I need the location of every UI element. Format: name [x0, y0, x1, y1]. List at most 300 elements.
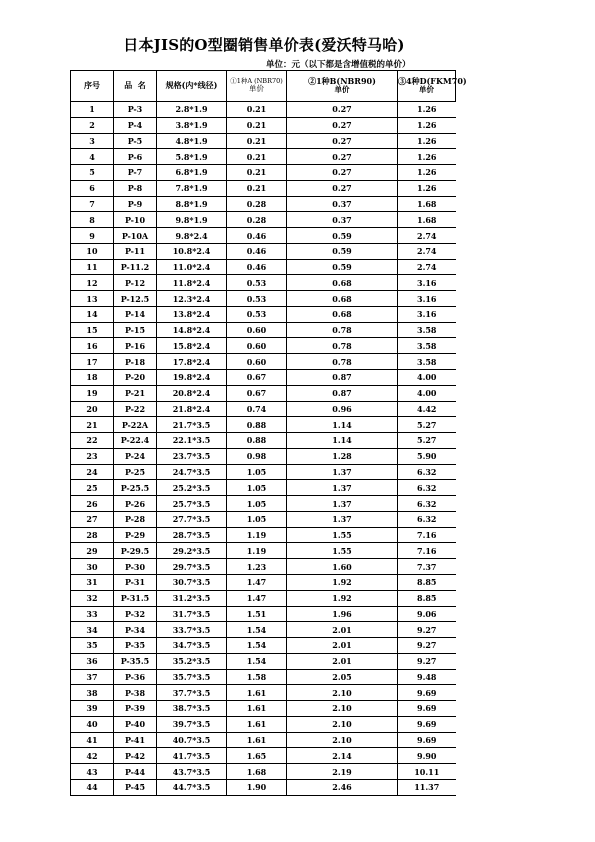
price-d: 7.37	[398, 559, 456, 575]
price-b: 0.78	[287, 338, 398, 354]
price-a: 1.23	[227, 559, 287, 575]
table-row	[71, 385, 456, 401]
price-d: 6.32	[398, 480, 456, 496]
table-row	[71, 401, 456, 417]
price-a: 1.19	[227, 543, 287, 559]
product-name: P-14	[114, 306, 157, 322]
price-a: 1.51	[227, 606, 287, 622]
price-d: 5.90	[398, 448, 456, 464]
table-row	[71, 606, 456, 622]
table-row	[71, 511, 456, 527]
row-index: 11	[71, 259, 114, 275]
price-d: 7.16	[398, 543, 456, 559]
product-size: 6.8*1.9	[157, 165, 227, 181]
price-a: 0.88	[227, 417, 287, 433]
document-title: 日本JIS的O型圈销售单价表(爱沃特马哈)	[123, 36, 405, 54]
price-a: 1.19	[227, 527, 287, 543]
table-row	[71, 196, 456, 212]
price-b: 1.14	[287, 433, 398, 449]
price-b: 1.92	[287, 574, 398, 590]
price-b: 0.59	[287, 243, 398, 259]
price-b: 2.46	[287, 779, 398, 795]
header-size: 规格(内*线径)	[157, 71, 227, 102]
price-b: 1.37	[287, 480, 398, 496]
table-row	[71, 638, 456, 654]
table-row	[71, 212, 456, 228]
product-size: 8.8*1.9	[157, 196, 227, 212]
table-row	[71, 275, 456, 291]
row-index: 41	[71, 732, 114, 748]
table-row	[71, 464, 456, 480]
price-a: 1.65	[227, 748, 287, 764]
price-b: 1.96	[287, 606, 398, 622]
product-size: 24.7*3.5	[157, 464, 227, 480]
table-body	[71, 102, 456, 796]
product-name: P-36	[114, 669, 157, 685]
table-row	[71, 779, 456, 795]
product-size: 17.8*2.4	[157, 354, 227, 370]
price-b: 0.59	[287, 228, 398, 244]
product-size: 41.7*3.5	[157, 748, 227, 764]
header-price-d-material: ③4种D(FKM70)	[398, 76, 467, 87]
price-d: 3.58	[398, 354, 456, 370]
table-row	[71, 701, 456, 717]
product-name: P-31.5	[114, 590, 157, 606]
product-name: P-16	[114, 338, 157, 354]
product-size: 40.7*3.5	[157, 732, 227, 748]
product-name: P-26	[114, 496, 157, 512]
price-b: 1.14	[287, 417, 398, 433]
product-size: 30.7*3.5	[157, 574, 227, 590]
price-a: 0.98	[227, 448, 287, 464]
header-price-a	[227, 71, 287, 102]
row-index: 9	[71, 228, 114, 244]
product-size: 5.8*1.9	[157, 149, 227, 165]
price-b: 2.19	[287, 764, 398, 780]
price-b: 0.27	[287, 149, 398, 165]
product-size: 25.7*3.5	[157, 496, 227, 512]
product-name: P-12	[114, 275, 157, 291]
price-d: 1.26	[398, 165, 456, 181]
product-name: P-22.4	[114, 433, 157, 449]
product-name: P-9	[114, 196, 157, 212]
product-size: 34.7*3.5	[157, 638, 227, 654]
price-d: 3.16	[398, 275, 456, 291]
price-b: 0.59	[287, 259, 398, 275]
row-index: 24	[71, 464, 114, 480]
product-name: P-34	[114, 622, 157, 638]
price-a: 0.60	[227, 354, 287, 370]
row-index: 25	[71, 480, 114, 496]
product-name: P-35.5	[114, 653, 157, 669]
price-a: 0.60	[227, 338, 287, 354]
price-a: 0.46	[227, 243, 287, 259]
table-row	[71, 338, 456, 354]
price-b: 0.78	[287, 354, 398, 370]
product-size: 11.8*2.4	[157, 275, 227, 291]
product-size: 11.0*2.4	[157, 259, 227, 275]
price-d: 9.69	[398, 701, 456, 717]
product-size: 2.8*1.9	[157, 102, 227, 118]
table-row	[71, 748, 456, 764]
price-a: 0.28	[227, 212, 287, 228]
table-row	[71, 228, 456, 244]
price-b: 0.27	[287, 102, 398, 118]
product-size: 9.8*1.9	[157, 212, 227, 228]
product-name: P-25	[114, 464, 157, 480]
row-index: 8	[71, 212, 114, 228]
price-b: 1.37	[287, 496, 398, 512]
price-b: 0.96	[287, 401, 398, 417]
row-index: 20	[71, 401, 114, 417]
price-d: 3.58	[398, 338, 456, 354]
price-b: 1.37	[287, 511, 398, 527]
price-a: 0.60	[227, 322, 287, 338]
product-name: P-31	[114, 574, 157, 590]
price-b: 0.68	[287, 291, 398, 307]
price-d: 9.69	[398, 716, 456, 732]
price-a: 0.53	[227, 306, 287, 322]
table-row	[71, 716, 456, 732]
price-d: 9.69	[398, 732, 456, 748]
price-d: 10.11	[398, 764, 456, 780]
price-b: 0.27	[287, 165, 398, 181]
row-index: 12	[71, 275, 114, 291]
row-index: 23	[71, 448, 114, 464]
product-size: 35.2*3.5	[157, 653, 227, 669]
price-d: 3.16	[398, 291, 456, 307]
table-row	[71, 480, 456, 496]
product-name: P-7	[114, 165, 157, 181]
product-size: 38.7*3.5	[157, 701, 227, 717]
product-name: P-11	[114, 243, 157, 259]
price-a: 1.68	[227, 764, 287, 780]
product-name: P-25.5	[114, 480, 157, 496]
product-name: P-29	[114, 527, 157, 543]
price-a: 1.05	[227, 464, 287, 480]
row-index: 19	[71, 385, 114, 401]
product-name: P-3	[114, 102, 157, 118]
product-size: 21.8*2.4	[157, 401, 227, 417]
product-name: P-10	[114, 212, 157, 228]
product-size: 43.7*3.5	[157, 764, 227, 780]
product-size: 27.7*3.5	[157, 511, 227, 527]
row-index: 10	[71, 243, 114, 259]
price-d: 8.85	[398, 574, 456, 590]
product-name: P-12.5	[114, 291, 157, 307]
product-name: P-28	[114, 511, 157, 527]
price-d: 4.00	[398, 385, 456, 401]
table-row	[71, 180, 456, 196]
product-name: P-22A	[114, 417, 157, 433]
product-name: P-10A	[114, 228, 157, 244]
header-price-b	[287, 71, 398, 102]
table-header-row	[71, 71, 456, 102]
price-d: 9.48	[398, 669, 456, 685]
table-row	[71, 370, 456, 386]
product-size: 21.7*3.5	[157, 417, 227, 433]
header-price-d-unit: 单价	[419, 85, 434, 95]
price-d: 9.69	[398, 685, 456, 701]
price-a: 0.74	[227, 401, 287, 417]
product-name: P-32	[114, 606, 157, 622]
table-row	[71, 354, 456, 370]
price-d: 9.27	[398, 653, 456, 669]
price-a: 1.61	[227, 701, 287, 717]
price-b: 2.01	[287, 638, 398, 654]
price-d: 2.74	[398, 228, 456, 244]
price-a: 1.05	[227, 480, 287, 496]
row-index: 5	[71, 165, 114, 181]
row-index: 34	[71, 622, 114, 638]
row-index: 4	[71, 149, 114, 165]
row-index: 37	[71, 669, 114, 685]
price-a: 0.21	[227, 149, 287, 165]
row-index: 32	[71, 590, 114, 606]
product-size: 37.7*3.5	[157, 685, 227, 701]
row-index: 44	[71, 779, 114, 795]
price-b: 1.55	[287, 543, 398, 559]
row-index: 22	[71, 433, 114, 449]
price-b: 0.87	[287, 370, 398, 386]
price-d: 3.58	[398, 322, 456, 338]
table-row	[71, 291, 456, 307]
price-d: 4.00	[398, 370, 456, 386]
price-b: 1.92	[287, 590, 398, 606]
price-d: 9.90	[398, 748, 456, 764]
price-b: 1.37	[287, 464, 398, 480]
product-size: 3.8*1.9	[157, 117, 227, 133]
price-a: 1.54	[227, 622, 287, 638]
price-d: 5.27	[398, 417, 456, 433]
row-index: 7	[71, 196, 114, 212]
product-name: P-44	[114, 764, 157, 780]
row-index: 40	[71, 716, 114, 732]
row-index: 26	[71, 496, 114, 512]
price-a: 1.05	[227, 496, 287, 512]
price-a: 0.53	[227, 275, 287, 291]
price-d: 6.32	[398, 496, 456, 512]
product-size: 35.7*3.5	[157, 669, 227, 685]
product-name: P-45	[114, 779, 157, 795]
price-a: 0.46	[227, 259, 287, 275]
row-index: 29	[71, 543, 114, 559]
product-size: 9.8*2.4	[157, 228, 227, 244]
unit-note: 单位：元（以下都是含增值税的单价）	[266, 60, 411, 70]
price-a: 1.61	[227, 732, 287, 748]
price-b: 1.28	[287, 448, 398, 464]
table-row	[71, 433, 456, 449]
product-size: 23.7*3.5	[157, 448, 227, 464]
price-d: 11.37	[398, 779, 456, 795]
price-b: 2.05	[287, 669, 398, 685]
product-size: 14.8*2.4	[157, 322, 227, 338]
product-size: 31.7*3.5	[157, 606, 227, 622]
price-d: 1.26	[398, 117, 456, 133]
table-row	[71, 653, 456, 669]
table-row	[71, 543, 456, 559]
product-name: P-8	[114, 180, 157, 196]
row-index: 16	[71, 338, 114, 354]
price-d: 7.16	[398, 527, 456, 543]
price-a: 0.46	[227, 228, 287, 244]
price-b: 2.10	[287, 732, 398, 748]
table-row	[71, 117, 456, 133]
row-index: 14	[71, 306, 114, 322]
row-index: 33	[71, 606, 114, 622]
row-index: 6	[71, 180, 114, 196]
product-name: P-18	[114, 354, 157, 370]
header-price-a-unit: 单价	[249, 84, 264, 94]
price-a: 1.61	[227, 685, 287, 701]
price-d: 9.06	[398, 606, 456, 622]
row-index: 3	[71, 133, 114, 149]
row-index: 36	[71, 653, 114, 669]
price-d: 5.27	[398, 433, 456, 449]
price-b: 0.27	[287, 180, 398, 196]
table-row	[71, 732, 456, 748]
table-row	[71, 527, 456, 543]
product-name: P-40	[114, 716, 157, 732]
header-price-b-unit: 单价	[334, 85, 350, 95]
row-index: 35	[71, 638, 114, 654]
price-d: 9.27	[398, 622, 456, 638]
product-name: P-21	[114, 385, 157, 401]
header-price-b-material: ②1种B(NBR90)	[308, 76, 376, 87]
price-d: 2.74	[398, 243, 456, 259]
table-row	[71, 133, 456, 149]
price-d: 1.26	[398, 180, 456, 196]
price-a: 0.21	[227, 133, 287, 149]
price-d: 9.27	[398, 638, 456, 654]
price-b: 2.10	[287, 716, 398, 732]
table-row	[71, 685, 456, 701]
row-index: 30	[71, 559, 114, 575]
price-d: 6.32	[398, 511, 456, 527]
price-b: 2.01	[287, 653, 398, 669]
price-d: 3.16	[398, 306, 456, 322]
price-b: 1.55	[287, 527, 398, 543]
product-size: 12.3*2.4	[157, 291, 227, 307]
price-b: 0.68	[287, 306, 398, 322]
header-name: 品 名	[114, 71, 157, 102]
price-a: 1.05	[227, 511, 287, 527]
product-size: 31.2*3.5	[157, 590, 227, 606]
price-d: 6.32	[398, 464, 456, 480]
header-price-d	[398, 71, 467, 102]
table-row	[71, 574, 456, 590]
price-b: 0.87	[287, 385, 398, 401]
price-a: 1.61	[227, 716, 287, 732]
row-index: 31	[71, 574, 114, 590]
price-a: 1.90	[227, 779, 287, 795]
product-size: 20.8*2.4	[157, 385, 227, 401]
table-row	[71, 764, 456, 780]
price-table	[70, 70, 467, 796]
product-name: P-30	[114, 559, 157, 575]
price-d: 1.68	[398, 212, 456, 228]
price-a: 0.53	[227, 291, 287, 307]
product-name: P-6	[114, 149, 157, 165]
table-row	[71, 306, 456, 322]
product-size: 10.8*2.4	[157, 243, 227, 259]
row-index: 1	[71, 102, 114, 118]
row-index: 17	[71, 354, 114, 370]
row-index: 2	[71, 117, 114, 133]
header-price-a-material: ①1种A (NBR70)	[230, 76, 283, 85]
table-row	[71, 243, 456, 259]
price-d: 2.74	[398, 259, 456, 275]
product-name: P-11.2	[114, 259, 157, 275]
product-name: P-35	[114, 638, 157, 654]
row-index: 18	[71, 370, 114, 386]
product-name: P-29.5	[114, 543, 157, 559]
price-d: 8.85	[398, 590, 456, 606]
price-a: 1.54	[227, 653, 287, 669]
product-size: 13.8*2.4	[157, 306, 227, 322]
price-a: 0.21	[227, 102, 287, 118]
price-a: 0.67	[227, 370, 287, 386]
price-b: 0.27	[287, 133, 398, 149]
table-row	[71, 149, 456, 165]
price-d: 1.26	[398, 133, 456, 149]
product-name: P-4	[114, 117, 157, 133]
table-row	[71, 622, 456, 638]
product-size: 25.2*3.5	[157, 480, 227, 496]
price-a: 1.54	[227, 638, 287, 654]
table-row	[71, 102, 456, 118]
product-size: 39.7*3.5	[157, 716, 227, 732]
table-row	[71, 165, 456, 181]
product-name: P-22	[114, 401, 157, 417]
row-index: 39	[71, 701, 114, 717]
row-index: 15	[71, 322, 114, 338]
row-index: 43	[71, 764, 114, 780]
product-name: P-5	[114, 133, 157, 149]
price-b: 0.27	[287, 117, 398, 133]
price-b: 0.37	[287, 212, 398, 228]
product-size: 4.8*1.9	[157, 133, 227, 149]
price-b: 0.68	[287, 275, 398, 291]
table-row	[71, 496, 456, 512]
row-index: 27	[71, 511, 114, 527]
price-a: 0.88	[227, 433, 287, 449]
price-d: 4.42	[398, 401, 456, 417]
table-row	[71, 448, 456, 464]
price-b: 2.01	[287, 622, 398, 638]
product-size: 28.7*3.5	[157, 527, 227, 543]
header-index: 序号	[71, 71, 114, 102]
product-size: 44.7*3.5	[157, 779, 227, 795]
table-row	[71, 259, 456, 275]
price-b: 2.10	[287, 685, 398, 701]
product-name: P-42	[114, 748, 157, 764]
row-index: 28	[71, 527, 114, 543]
price-d: 1.68	[398, 196, 456, 212]
price-b: 2.14	[287, 748, 398, 764]
price-b: 0.37	[287, 196, 398, 212]
table-row	[71, 590, 456, 606]
price-b: 0.78	[287, 322, 398, 338]
price-a: 1.47	[227, 590, 287, 606]
product-name: P-15	[114, 322, 157, 338]
price-a: 1.58	[227, 669, 287, 685]
product-name: P-20	[114, 370, 157, 386]
product-size: 29.7*3.5	[157, 559, 227, 575]
price-b: 2.10	[287, 701, 398, 717]
table-row	[71, 669, 456, 685]
product-size: 15.8*2.4	[157, 338, 227, 354]
